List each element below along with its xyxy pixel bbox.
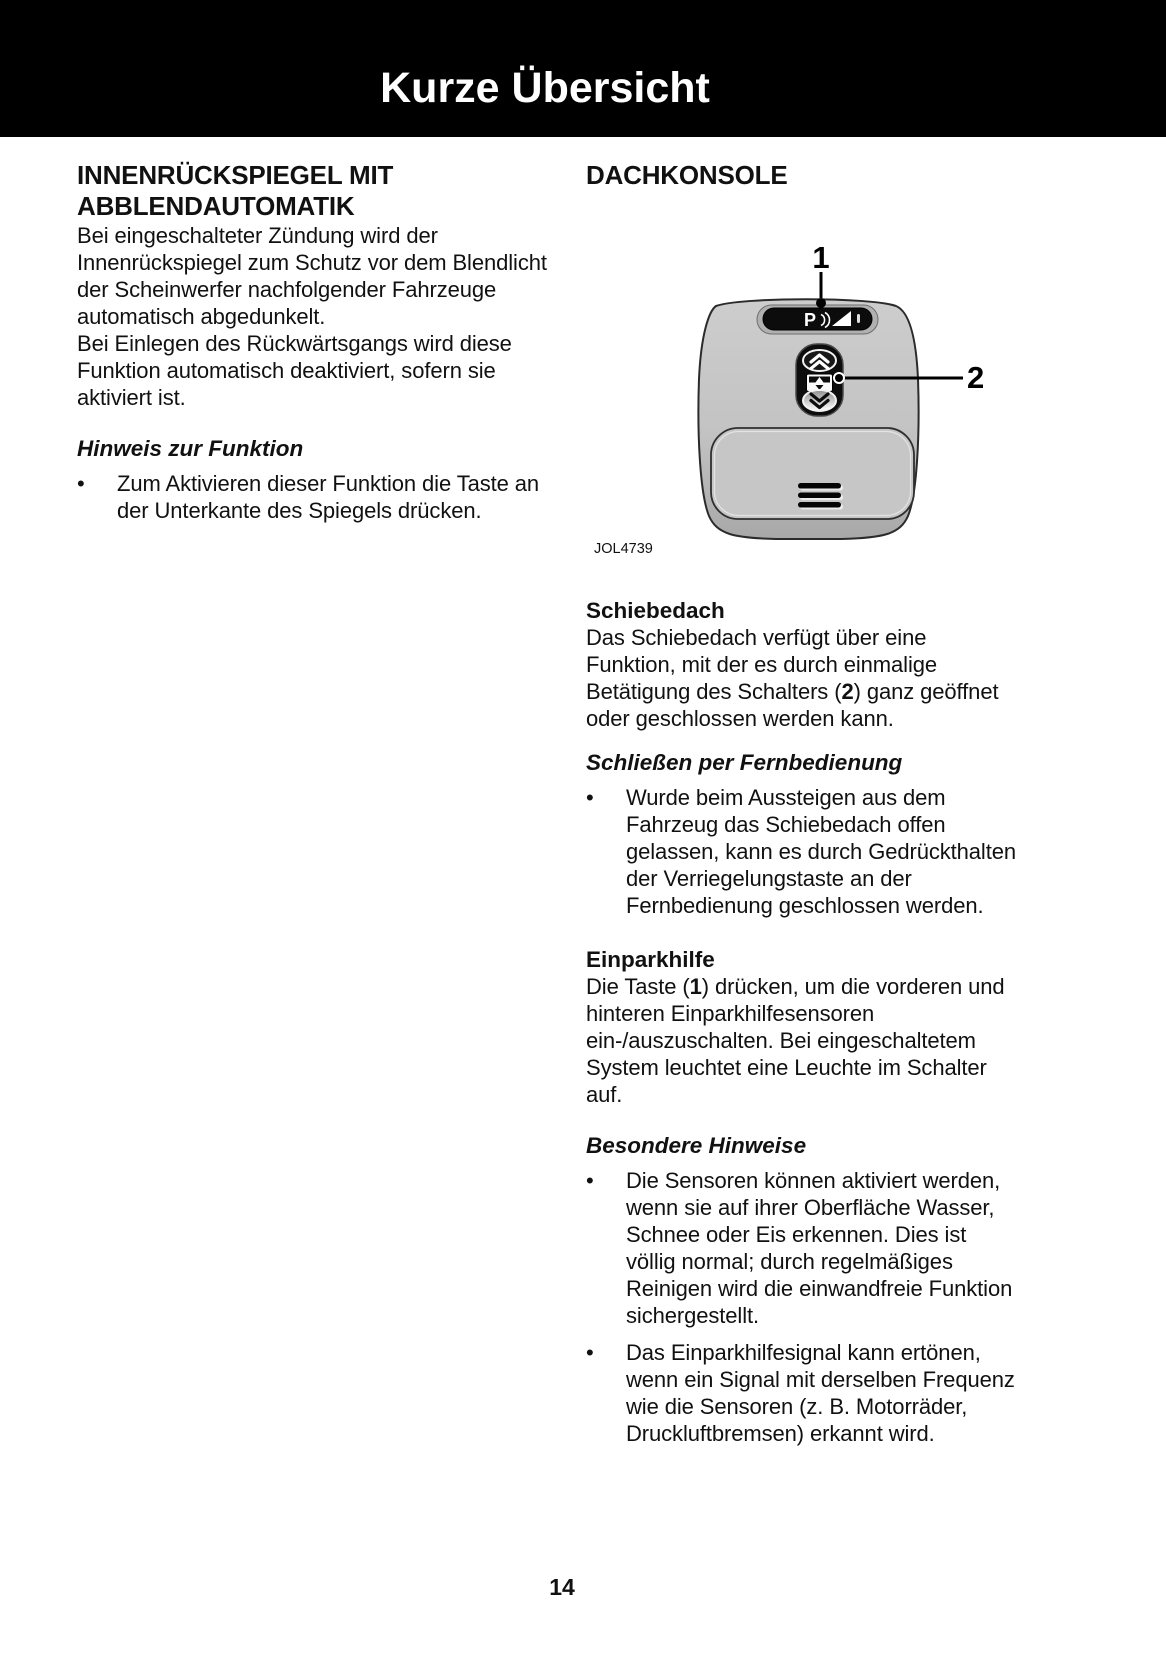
section-heading-mirror: INNENRÜCKSPIEGEL MIT ABBLENDAUTOMATIK bbox=[77, 160, 394, 221]
paragraph: Bei Einlegen des Rückwärtsgangs wird diese Funktion automatisch deaktiviert, sofern sie aktiviert ist. bbox=[77, 331, 512, 410]
paragraph: Bei eingeschalteter Zündung wird der Innenrückspiegel zum Schutz vor dem Blendlicht der Scheinwerfer nachfolgender Fahrzeuge automatisch abgedunkelt. bbox=[77, 223, 547, 329]
park-icon-letter: P bbox=[803, 310, 817, 330]
list-item-text: Wurde beim Aussteigen aus dem Fahrzeug das Schiebedach offen gelassen, kann es durch Gedrückthalten der Verriegelungstaste an der Fernbedienung geschlossen werden. bbox=[626, 785, 1016, 918]
list-item-text: Die Sensoren können aktiviert werden, wenn sie auf ihrer Oberfläche Wasser, Schnee oder Eis erkennen. Dies ist völlig normal; durch regelmäßiges Reinigen wird die einwandfreie Funktion sichergestellt. bbox=[626, 1168, 1013, 1328]
sunroof-paragraph bbox=[586, 624, 1016, 732]
sunroof-tilt-icon bbox=[807, 374, 833, 392]
callout-2-label: 2 bbox=[967, 360, 985, 395]
list-item bbox=[586, 1339, 1016, 1447]
vent-slots-icon bbox=[798, 483, 843, 510]
right-column bbox=[586, 152, 1016, 1447]
list-item bbox=[586, 1167, 1016, 1329]
bullet-icon: • bbox=[586, 1168, 594, 1193]
indicator-light bbox=[857, 314, 860, 323]
list-item bbox=[77, 470, 547, 524]
subheading-function-note: Hinweis zur Funktion bbox=[77, 436, 304, 461]
paragraph-text: Die Taste ( bbox=[586, 974, 690, 999]
bullet-icon: • bbox=[586, 1340, 594, 1365]
subheading-sunroof: Schiebedach bbox=[586, 598, 725, 623]
paragraph-text: ) drücken, um die vorderen und hinteren Einparkhilfesensoren ein-⁠/⁠auszuschalten. Bei eingeschaltetem System leuchtet eine Leuchte im Schalter auf. bbox=[586, 974, 1005, 1107]
list-item bbox=[586, 784, 1016, 919]
callout-reference: 1 bbox=[689, 974, 702, 999]
callout-1-dot bbox=[816, 298, 826, 308]
callout-reference: 2 bbox=[841, 679, 854, 704]
park-assist-button bbox=[763, 308, 872, 330]
page-header bbox=[0, 0, 1166, 137]
bullet-icon: • bbox=[586, 785, 594, 810]
subheading-special-notes: Besondere Hinweise bbox=[586, 1133, 807, 1158]
roof-console-illustration bbox=[586, 219, 1016, 557]
callout-2-dot bbox=[834, 373, 844, 383]
subheading-parking-aid: Einparkhilfe bbox=[586, 947, 715, 972]
list-item-text: Das Einparkhilfesignal kann ertönen, wenn ein Signal mit derselben Frequenz wie die Sensoren (z. B. Motorräder, Druckluftbremsen) erkannt wird. bbox=[626, 1340, 1015, 1446]
callout-1-label: 1 bbox=[812, 240, 830, 275]
page-title: Kurze Übersicht bbox=[380, 64, 710, 112]
subheading-remote-close: Schließen per Fernbedienung bbox=[586, 750, 903, 775]
figure-caption: JOL4739 bbox=[594, 541, 653, 557]
bullet-icon: • bbox=[77, 471, 85, 496]
paragraph-text: Das Schiebedach verfügt über eine Funktion, mit der es durch einmalige Betätigung des Schalters ( bbox=[586, 625, 938, 704]
roof-console-figure bbox=[586, 219, 1016, 557]
left-column bbox=[77, 152, 547, 524]
list-item-text: Zum Aktivieren dieser Funktion die Taste an der Unterkante des Spiegels drücken. bbox=[117, 471, 540, 523]
parking-aid-paragraph bbox=[586, 973, 1016, 1108]
section-heading-roof-console: DACHKONSOLE bbox=[586, 160, 788, 190]
paragraph-text: ) ganz geöffnet oder geschlossen werden kann. bbox=[586, 679, 999, 731]
page-number: 14 bbox=[549, 1574, 575, 1600]
